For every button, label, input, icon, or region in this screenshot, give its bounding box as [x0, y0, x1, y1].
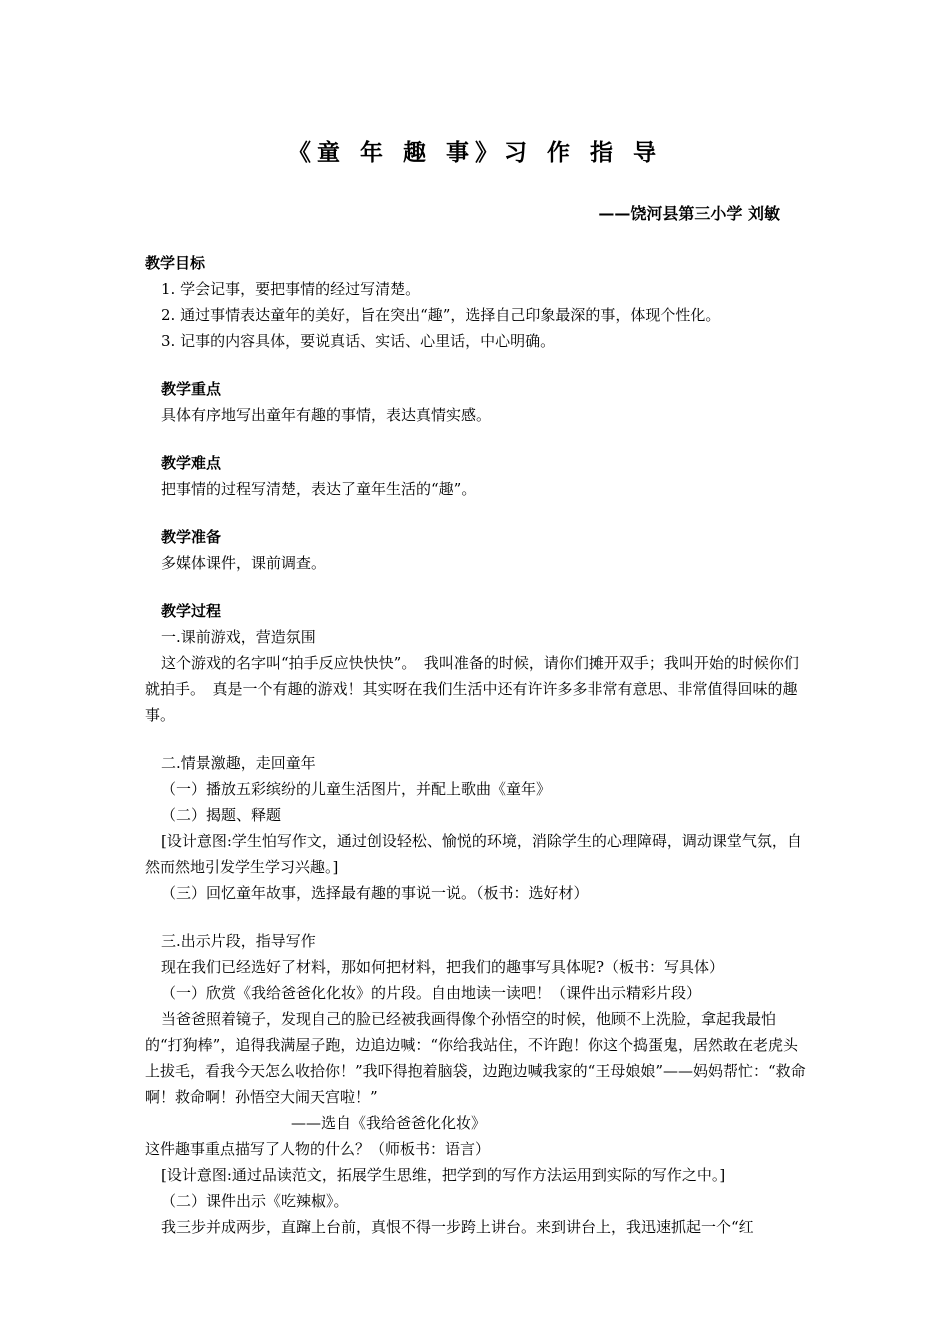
objective-item: 1. 学会记事，要把事情的经过写清楚。 [161, 280, 421, 298]
paragraph: 这个游戏的名字叫“拍手反应快快快”。 我叫准备的时候，请你们摊开双手；我叫开始的时候你们就拍手。 真是一个有趣的游戏！其实呀在我们生活中还有许许多多非常有意思、非常值得回味的趣事。 [145, 654, 799, 724]
excerpt-source: ——选自《我给爸爸化化妆》 [291, 1114, 487, 1132]
paragraph: （三）回忆童年故事，选择最有趣的事说一说。（板书：选好材） [161, 884, 589, 902]
design-note: [设计意图:通过品读范文，拓展学生思维，把学到的写作方法运用到实际的写作之中。] [161, 1166, 726, 1184]
document-body [145, 250, 807, 1240]
paragraph: 我三步并成两步，直蹿上台前，真恨不得一步跨上讲台。来到讲台上，我迅速抓起一个“红 [161, 1218, 754, 1236]
section-title: 三.出示片段，指导写作 [161, 932, 316, 950]
preparation-heading: 教学准备 [161, 528, 222, 546]
paragraph: （二）揭题、释题 [161, 806, 282, 824]
section-title: 二.情景激趣，走回童年 [161, 754, 316, 772]
paragraph: 现在我们已经选好了材料，那如何把材料，把我们的趣事写具体呢?（板书：写具体） [161, 958, 725, 976]
preparation-text: 多媒体课件，课前调查。 [161, 554, 327, 572]
keypoint-heading: 教学重点 [161, 380, 222, 398]
paragraph: （二）课件出示《吃辣椒》。 [161, 1192, 349, 1210]
excerpt-text: 当爸爸照着镜子，发现自己的脸已经被我画得像个孙悟空的时候，他顾不上洗脸，拿起我最怕的“打狗棒”，追得我满屋子跑，边追边喊：“你给我站住，不许跑！你这个捣蛋鬼，居然敢在老虎头上拔毛，看我今天怎么收拾你！”我吓得抱着脑袋，边跑边喊我家的“王母娘娘”——妈妈帮忙：“救命啊！救命啊！孙悟空大闹天宫啦！” [145, 1010, 806, 1106]
page-title: 《童 年 趣 事》习 作 指 导 [287, 140, 663, 166]
objectives-heading: 教学目标 [145, 254, 206, 272]
section-title: 一.课前游戏，营造氛围 [161, 628, 316, 646]
keypoint-text: 具体有序地写出童年有趣的事情，表达真情实感。 [161, 406, 492, 424]
objective-item: 2. 通过事情表达童年的美好，旨在突出“趣”，选择自己印象最深的事，体现个性化。 [161, 306, 721, 324]
process-heading: 教学过程 [161, 602, 222, 620]
difficulty-heading: 教学难点 [161, 454, 222, 472]
objective-item: 3. 记事的内容具体，要说真话、实话、心里话，中心明确。 [161, 332, 556, 350]
paragraph: （一）欣赏《我给爸爸化化妆》的片段。自由地读一读吧！（课件出示精彩片段） [161, 984, 702, 1002]
author-line: ——饶河县第三小学 刘敏 [598, 204, 780, 223]
difficulty-text: 把事情的过程写清楚，表达了童年生活的“趣”。 [161, 480, 477, 498]
design-note: [设计意图:学生怕写作文，通过创设轻松、愉悦的环境，消除学生的心理障碍，调动课堂气氛，自然而然地引发学生学习兴趣。] [145, 832, 802, 876]
paragraph: （一）播放五彩缤纷的儿童生活图片，并配上歌曲《童年》 [161, 780, 552, 798]
paragraph: 这件趣事重点描写了人物的什么？（师板书：语言） [145, 1140, 491, 1158]
